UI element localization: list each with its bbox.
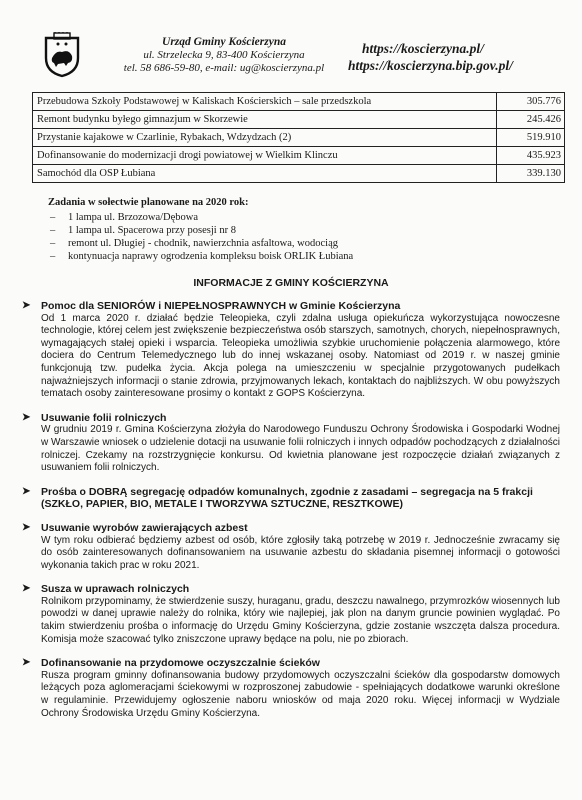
investment-value: 435.923 (497, 147, 565, 165)
table-row (33, 111, 565, 129)
news-body: Od 1 marca 2020 r. działać będzie Teleopieka, czyli zdalna usługa opiekuńcza wykorzystująca nowoczesne technologie, której celem jest zwiększenie bezpieczeństwa osób starszych, samotnych, chorych, niepełnosprawnych, wymagających stałej opieki i wsparcia. Teleopieka umożliwia szybkie uruchomienie połączenia alarmowego, które dociera do Centrum Telemedycznego lub do innej wskazanej osoby. Natomiast od 2019 r. w naszej gminie funkcjonują tzw. pudełka życia. Akcja polega na umieszczeniu w specjalnie przygotowanych pudełkach najważniejszych informacji o stanie zdrowia, przyjmowanych lekach, kontaktach do najbliższych. W obu powyższych tematach osoby zainteresowane prosimy o kontakt z GOPS Kościerzyna. (41, 312, 560, 400)
investment-value: 305.776 (497, 93, 565, 111)
arrow-bullet-icon: ➤ (22, 485, 31, 497)
website-url[interactable]: https://koscierzyna.pl/ (362, 41, 484, 56)
news-item (20, 583, 560, 646)
list-item: – remont ul. Długiej - chodnik, nawierzchnia asfaltowa, wodociąg (50, 237, 528, 250)
news-title: Usuwanie folii rolniczych (41, 411, 167, 424)
arrow-bullet-icon: ➤ (22, 657, 31, 669)
news-item (20, 412, 560, 475)
list-item: – kontynuacja naprawy ogrodzenia kompleksu boisk ORLIK Łubiana (50, 250, 528, 263)
table-row (33, 147, 565, 165)
news-body: W grudniu 2019 r. Gmina Kościerzyna złożyła do Narodowego Funduszu Ochrony Środowiska i Gospodarki Wodnej w Warszawie wniosek o udzielenie dotacji na usuwanie folii rolniczych i innych odpadów pochodzących z działalności rolniczej. Czekamy na rozstrzygnięcie konkursu. Od kwietnia planowane jest rozpoczęcie działań związanych z usuwaniem folii rolniczych. (41, 424, 560, 474)
office-info (104, 36, 344, 75)
news-list (20, 300, 560, 731)
news-item (20, 300, 560, 401)
planned-tasks (48, 196, 528, 263)
news-body: Rolnikom przypominamy, że stwierdzenie suszy, huraganu, gradu, deszczu nawalnego, przymrozków wiosennych lub powodzi w danej uprawie należy do rolnika, który wie najlepiej, jak plon na danym gruncie powinien wyglądać. Po takim stwierdzeniu prośba o informację do Urzędu Gminy Kościerzyna, gdzie zostanie wszczęta dalsza procedura. Komisja może szacować tylko zniszczone uprawy będące na polu, nie po zbiorach. (41, 595, 560, 645)
investment-value: 245.426 (497, 111, 565, 129)
list-item: – 1 lampa ul. Brzozowa/Dębowa (50, 211, 528, 224)
news-title: Susza w uprawach rolniczych (41, 583, 190, 596)
list-item: – 1 lampa ul. Spacerowa przy posesji nr 8 (50, 224, 528, 237)
arrow-bullet-icon: ➤ (22, 300, 31, 311)
arrow-bullet-icon: ➤ (22, 521, 31, 533)
planned-tasks-list (48, 211, 528, 263)
coat-of-arms-logo (42, 32, 82, 78)
office-name: Urząd Gminy Kościerzyna (162, 36, 286, 48)
office-contact: tel. 58 686-59-80, e-mail: ug@koscierzyna.pl (123, 62, 325, 74)
news-body: W tym roku odbierać będziemy azbest od osób, które zgłosiły taką potrzebę w 2019 r. Jednocześnie zwracamy się do osób zainteresowanych dofinansowaniem na usuwanie azbestu do składania pisemnej informacji o gotowości wykonania takich prac w roku 2021. (41, 534, 560, 571)
table-row (33, 93, 565, 111)
investment-name: Dofinansowanie do modernizacji drogi powiatowej w Wielkim Klinczu (33, 147, 497, 165)
table-row (33, 129, 565, 147)
investment-name: Przebudowa Szkoły Podstawowej w Kaliskach Kościerskich – sale przedszkola (33, 93, 497, 111)
news-title: Usuwanie wyrobów zawierających azbest (41, 521, 248, 534)
news-body: Rusza program gminny dofinansowania budowy przydomowych oczyszczalni ścieków dla gospodarstw domowych leżących poza aglomeracjami ściekowymi w rozproszonej zabudowie - spełniających dodatkowe warunki określone w regulaminie. Przewidujemy ogłoszenie naboru wniosków od maja 2020 roku. Więcej informacji w Wydziale Ochrony Środowiska Urzędu Gminy Kościerzyna. (41, 669, 560, 719)
news-item (20, 522, 560, 572)
investment-name: Remont budynku byłego gimnazjum w Skorzewie (33, 111, 497, 129)
investment-name: Przystanie kajakowe w Czarlinie, Rybakach, Wdzydzach (2) (33, 129, 497, 147)
planned-tasks-title: Zadania w sołectwie planowane na 2020 rok: (48, 197, 249, 208)
news-item (20, 657, 560, 720)
investment-name: Samochód dla OSP Łubiana (33, 165, 497, 183)
office-address: ul. Strzelecka 9, 83-400 Kościerzyna (143, 49, 305, 61)
investment-value: 519.910 (497, 129, 565, 147)
bip-url[interactable]: https://koscierzyna.bip.gov.pl/ (348, 58, 513, 73)
section-title: INFORMACJE Z GMINY KOŚCIERZYNA (193, 277, 389, 289)
letterhead (0, 0, 582, 88)
news-title: Prośba o DOBRĄ segregację odpadów komunalnych, zgodnie z zasadami – segregacja na 5 frakcji (SZKŁO, PAPIER, BIO, METALE I TWORZYWA SZTUCZNE, RESZTKOWE) (41, 485, 533, 511)
website-links (348, 40, 558, 74)
investment-value: 339.130 (497, 165, 565, 183)
news-item (20, 486, 560, 511)
arrow-bullet-icon: ➤ (22, 411, 31, 423)
table-row (33, 165, 565, 183)
news-title: Dofinansowanie na przydomowe oczyszczalnie ścieków (41, 657, 320, 670)
arrow-bullet-icon: ➤ (22, 583, 31, 595)
investments-table (32, 92, 565, 183)
news-title: Pomoc dla SENIORÓW i NIEPEŁNOSPRAWNYCH w Gminie Kościerzyna (41, 300, 401, 312)
